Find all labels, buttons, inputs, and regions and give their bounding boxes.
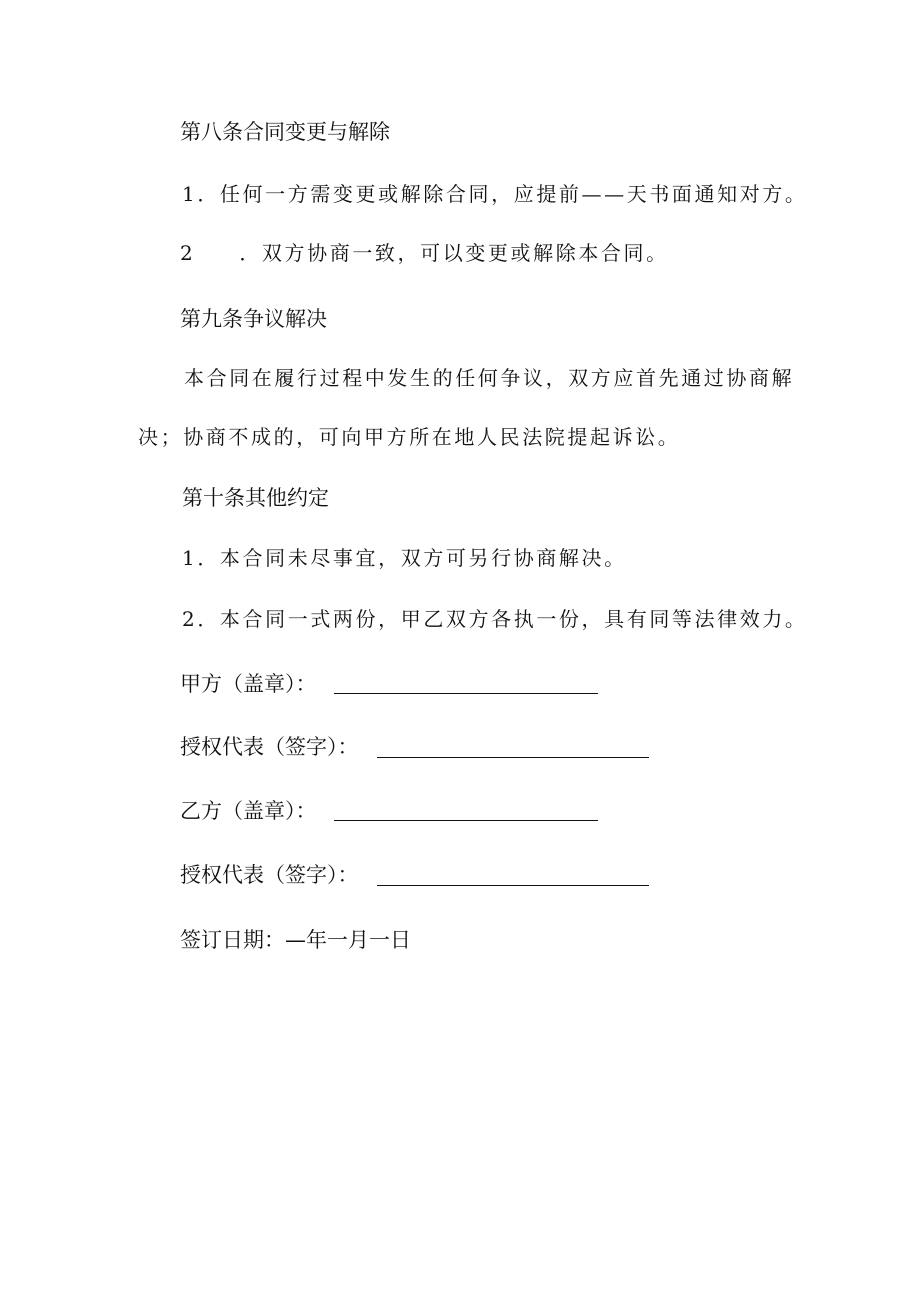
party-a-rep-signature-line[interactable] (377, 757, 649, 758)
party-b-rep-signature-line[interactable] (377, 885, 649, 886)
party-b-seal-line[interactable] (334, 820, 598, 821)
article-8-item-2 (180, 243, 669, 263)
article-8-item-2-number: 2 (180, 241, 196, 265)
article-9-paragraph-line-2: 决；协商不成的，可向甲方所在地人民法院提起诉讼。 (138, 425, 681, 449)
party-b-rep-signature-label: 授权代表（签字）： (180, 863, 359, 887)
article-8-item-2-text: ．双方协商一致，可以变更或解除本合同。 (239, 241, 669, 265)
article-10-item-2: 2．本合同一式两份，甲乙双方各执一份，具有同等法律效力。 (182, 607, 808, 631)
signing-date: 签订日期：—年一月一日 (180, 928, 411, 952)
party-b-seal-label: 乙方（盖章）： (180, 799, 317, 823)
party-a-rep-signature-label: 授权代表（签字）： (180, 735, 359, 759)
article-8-heading: 第八条合同变更与解除 (180, 120, 390, 144)
article-9-paragraph-line-1: 本合同在履行过程中发生的任何争议，双方应首先通过协商解 (184, 366, 795, 390)
article-9-heading: 第九条争议解决 (180, 307, 327, 331)
article-10-heading: 第十条其他约定 (182, 486, 329, 510)
party-a-seal-label: 甲方（盖章）： (180, 672, 317, 696)
article-8-item-1: 1．任何一方需变更或解除合同，应提前——天书面通知对方。 (182, 182, 808, 206)
article-10-item-1: 1．本合同未尽事宜，双方可另行协商解决。 (182, 546, 627, 570)
party-a-seal-line[interactable] (334, 693, 598, 694)
